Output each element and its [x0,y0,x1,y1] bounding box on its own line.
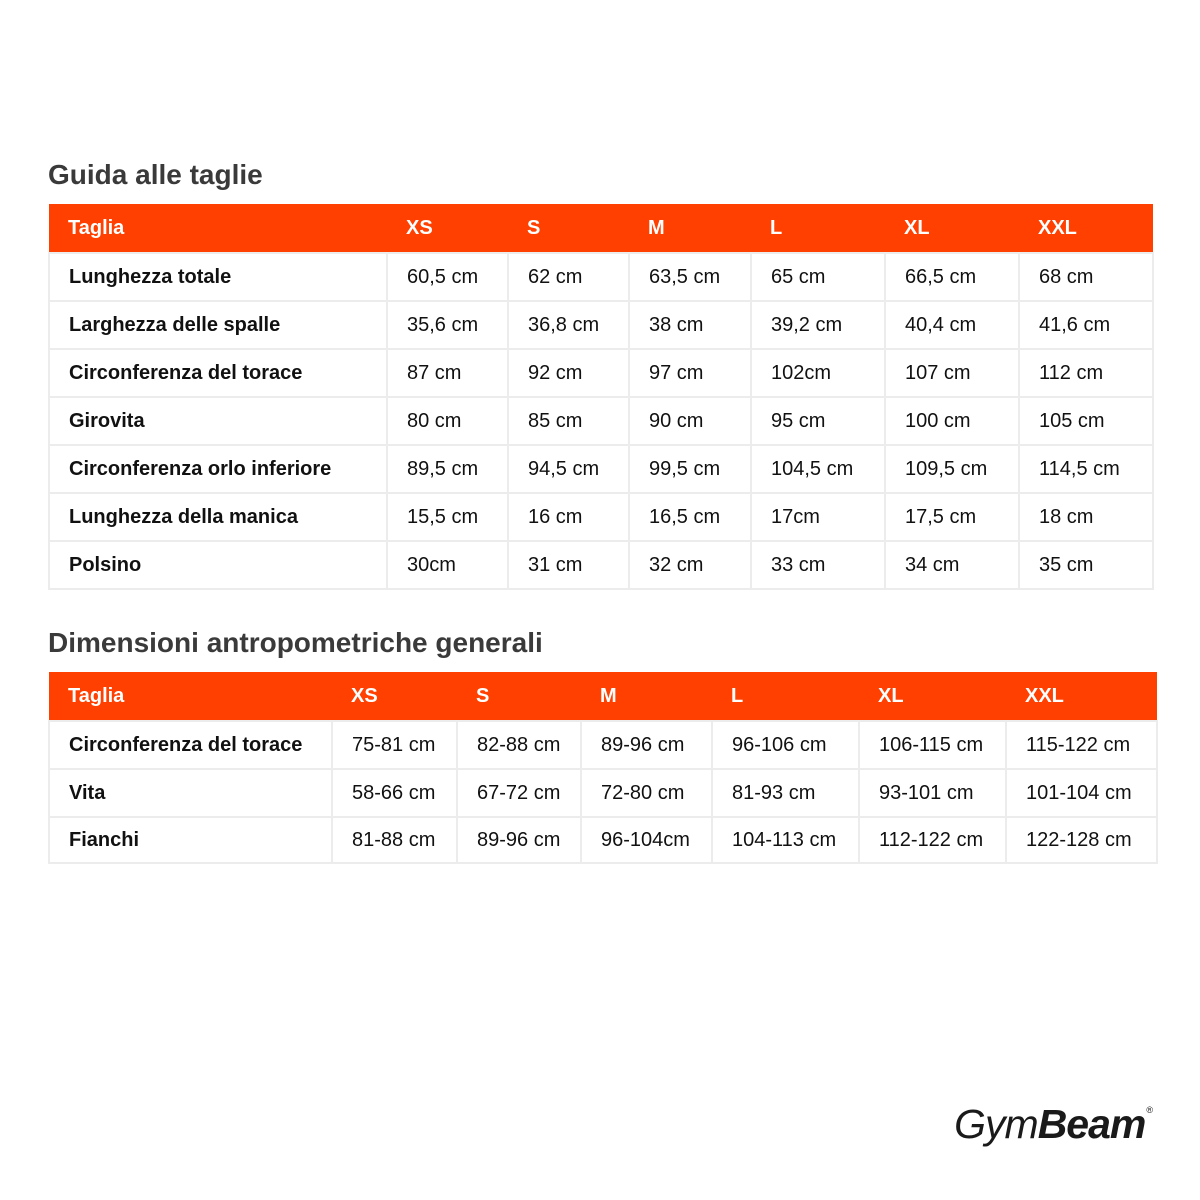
row-label: Girovita [49,397,387,445]
table-cell: 75-81 cm [332,721,457,769]
table-cell: 90 cm [629,397,751,445]
table-cell: 107 cm [885,349,1019,397]
header-cell: M [629,204,751,253]
row-label: Fianchi [49,817,332,863]
table-cell: 18 cm [1019,493,1153,541]
table-cell: 85 cm [508,397,629,445]
row-label: Lunghezza totale [49,253,387,301]
gymbeam-logo [954,1101,1152,1147]
table-cell: 15,5 cm [387,493,508,541]
table-cell: 122-128 cm [1006,817,1157,863]
table-row [49,397,1153,445]
table-cell: 102cm [751,349,885,397]
table-cell: 16,5 cm [629,493,751,541]
header-cell: XXL [1006,672,1157,721]
table-cell: 33 cm [751,541,885,589]
table-cell: 104,5 cm [751,445,885,493]
table-cell: 89-96 cm [581,721,712,769]
table-cell: 35,6 cm [387,301,508,349]
header-cell: XL [885,204,1019,253]
header-cell: Taglia [49,204,387,253]
table-cell: 105 cm [1019,397,1153,445]
table-cell: 95 cm [751,397,885,445]
table-cell: 109,5 cm [885,445,1019,493]
row-label: Larghezza delle spalle [49,301,387,349]
table-cell: 60,5 cm [387,253,508,301]
table-row [49,817,1157,863]
table-cell: 81-88 cm [332,817,457,863]
table-cell: 68 cm [1019,253,1153,301]
size-guide-title: Guida alle taglie [48,159,263,190]
table-cell: 17,5 cm [885,493,1019,541]
row-label: Circonferenza del torace [49,349,387,397]
table-row [49,493,1153,541]
table-cell: 101-104 cm [1006,769,1157,817]
table-cell: 30cm [387,541,508,589]
row-label: Vita [49,769,332,817]
table-cell: 16 cm [508,493,629,541]
row-label: Lunghezza della manica [49,493,387,541]
table-cell: 94,5 cm [508,445,629,493]
table-cell: 67-72 cm [457,769,581,817]
row-label: Circonferenza del torace [49,721,332,769]
header-cell: Taglia [49,672,332,721]
table-cell: 87 cm [387,349,508,397]
table-cell: 89-96 cm [457,817,581,863]
header-cell: S [508,204,629,253]
header-cell: L [712,672,859,721]
anthropometric-title: Dimensioni antropometriche generali [48,627,543,658]
table-cell: 115-122 cm [1006,721,1157,769]
table-cell: 31 cm [508,541,629,589]
table-cell: 92 cm [508,349,629,397]
table-cell: 34 cm [885,541,1019,589]
table-cell: 80 cm [387,397,508,445]
header-cell: M [581,672,712,721]
table-row [49,349,1153,397]
header-cell: S [457,672,581,721]
table-row [49,541,1153,589]
size-guide-table [48,204,1154,590]
table-cell: 41,6 cm [1019,301,1153,349]
table-cell: 99,5 cm [629,445,751,493]
table-cell: 66,5 cm [885,253,1019,301]
table-cell: 62 cm [508,253,629,301]
table-cell: 96-106 cm [712,721,859,769]
anthropometric-table [48,672,1158,864]
table-cell: 81-93 cm [712,769,859,817]
table-cell: 40,4 cm [885,301,1019,349]
table-row [49,769,1157,817]
table-cell: 38 cm [629,301,751,349]
registered-mark: ® [1146,1105,1152,1115]
table-cell: 100 cm [885,397,1019,445]
header-cell: XS [332,672,457,721]
logo-text-bold: Beam [1037,1101,1146,1147]
table-header-row [49,204,1153,253]
table-cell: 96-104cm [581,817,712,863]
table-cell: 32 cm [629,541,751,589]
table-cell: 36,8 cm [508,301,629,349]
table-cell: 65 cm [751,253,885,301]
header-cell: XXL [1019,204,1153,253]
table-cell: 63,5 cm [629,253,751,301]
table-cell: 89,5 cm [387,445,508,493]
table-cell: 82-88 cm [457,721,581,769]
table-cell: 104-113 cm [712,817,859,863]
table-cell: 72-80 cm [581,769,712,817]
logo-text-light: Gym [954,1101,1038,1147]
table-cell: 114,5 cm [1019,445,1153,493]
table-cell: 106-115 cm [859,721,1006,769]
table-cell: 97 cm [629,349,751,397]
table-cell: 112-122 cm [859,817,1006,863]
table-row [49,253,1153,301]
table-row [49,445,1153,493]
header-cell: XL [859,672,1006,721]
header-cell: L [751,204,885,253]
table-cell: 58-66 cm [332,769,457,817]
table-header-row [49,672,1157,721]
row-label: Polsino [49,541,387,589]
row-label: Circonferenza orlo inferiore [49,445,387,493]
table-cell: 39,2 cm [751,301,885,349]
table-cell: 17cm [751,493,885,541]
table-row [49,301,1153,349]
table-row [49,721,1157,769]
table-cell: 93-101 cm [859,769,1006,817]
table-cell: 35 cm [1019,541,1153,589]
header-cell: XS [387,204,508,253]
table-cell: 112 cm [1019,349,1153,397]
